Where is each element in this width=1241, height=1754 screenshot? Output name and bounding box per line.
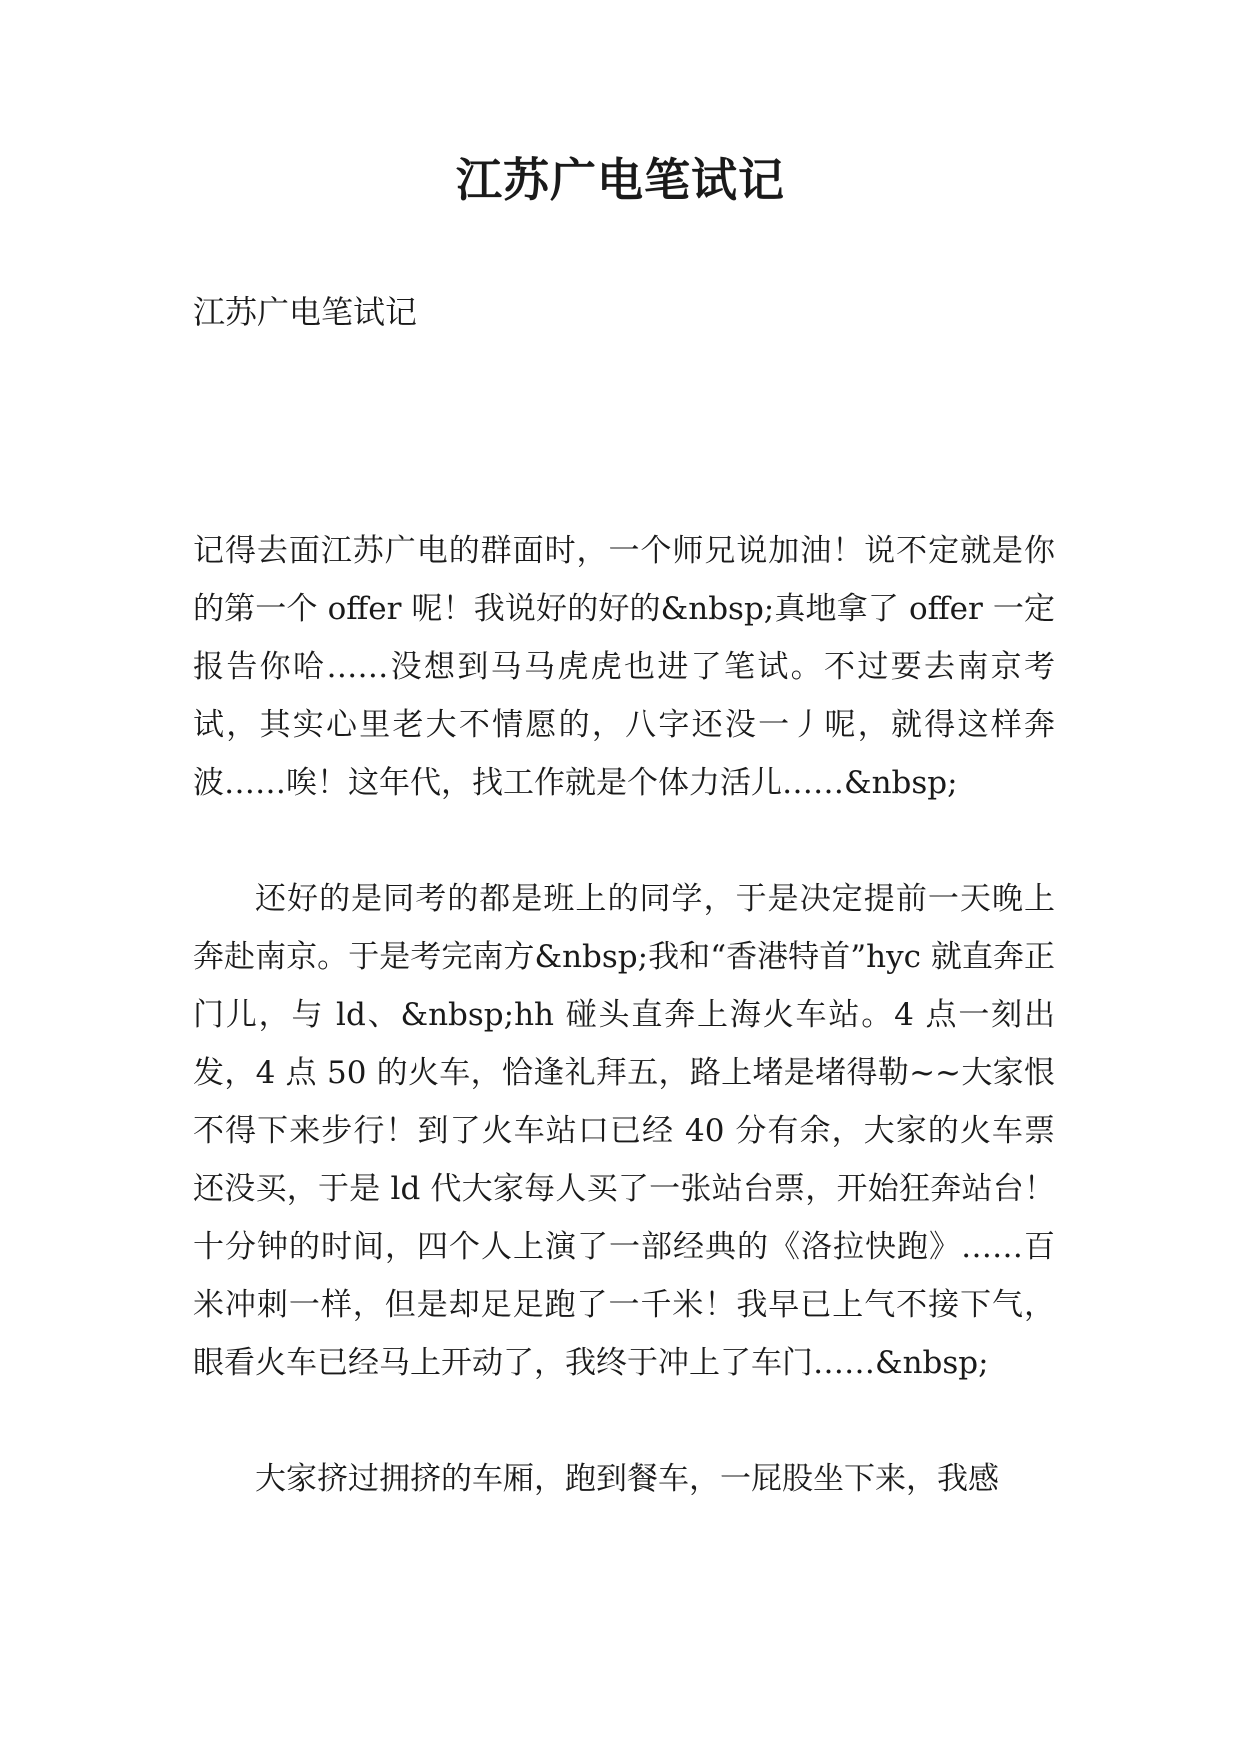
document-subtitle: 江苏广电笔试记: [193, 293, 418, 331]
document-title: 江苏广电笔试记: [456, 153, 785, 207]
paragraph-2: 还好的是同考的都是班上的同学，于是决定提前一天晚上奔赴南京。于是考完南方&nbsp;我和“香港特首”hyc 就直奔正门儿，与 ld、&nbsp;hh 碰头直奔上海火车站。4 点一刻出发，4 点 50 的火车，恰逢礼拜五，路上堵是堵得勒~~大家恨不得下来步行！到了火车站口已经 40 分有余，大家的火车票还没买，于是 ld 代大家每人买了一张站台票，开始狂奔站台！十分钟的时间，四个人上演了一部经典的《洛拉快跑》……百米冲刺一样，但是却足足跑了一千米！我早已上气不接下气，眼看火车已经马上开动了，我终于冲上了车门……&nbsp;: [193, 881, 1055, 1381]
paragraph-1: 记得去面江苏广电的群面时，一个师兄说加油！说不定就是你的第一个 offer 呢！我说好的好的&nbsp;真地拿了 offer 一定报告你哈……没想到马马虎虎也进了笔试。不过要去南京考试，其实心里老大不情愿的，八字还没一丿呢，就得这样奔波……唉！这年代，找工作就是个体力活儿……&nbsp;: [193, 533, 1055, 801]
paragraph-3: 大家挤过拥挤的车厢，跑到餐车，一屁股坐下来，我感: [255, 1461, 999, 1497]
document-body: [193, 522, 1055, 1566]
